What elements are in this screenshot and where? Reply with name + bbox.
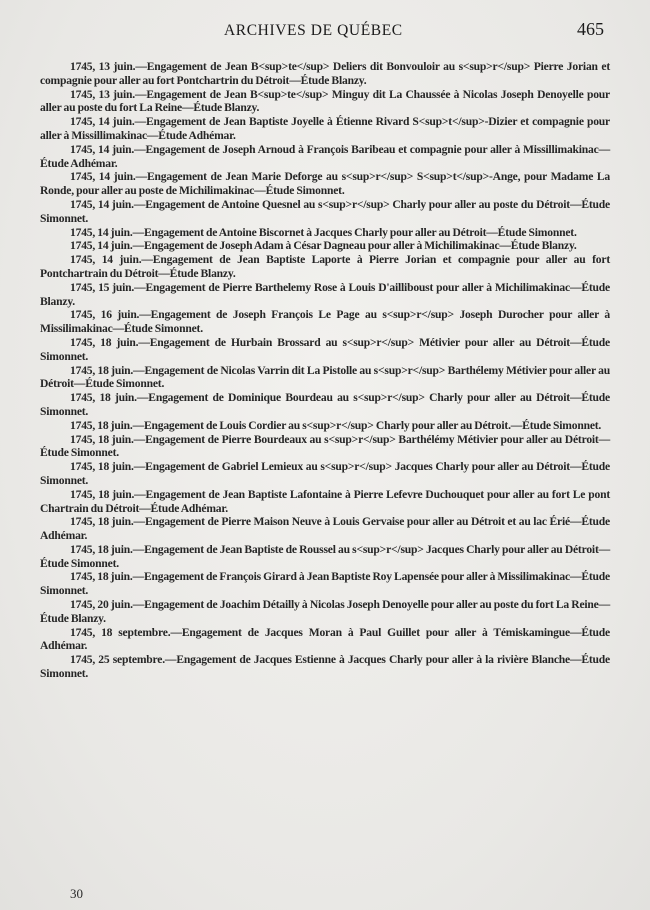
entry <box>40 170 610 198</box>
entry <box>40 543 610 571</box>
entry-text: —Engagement de Dominique Bourdeau au s<sup>r</sup> Charly pour aller au Détroit—Étude Simonnet. <box>40 391 610 418</box>
entry-text: —Engagement de Nicolas Varrin dit La Pistolle au s<sup>r</sup> Barthélemy Métivier pour aller au Détroit—Étude Simonnet. <box>40 363 610 391</box>
entry-text: —Engagement de Joseph François Le Page au s<sup>r</sup> Joseph Durocher pour aller à Missilimakinac—Étude Simonnet. <box>40 308 610 336</box>
entry <box>40 653 610 681</box>
entry <box>40 336 610 364</box>
entry-text: —Engagement de Pierre Bourdeaux au s<sup>r</sup> Barthélémy Métivier pour aller au Détroit—Étude Simonnet. <box>40 432 610 460</box>
entry-text: —Engagement de Antoine Biscornet à Jacques Charly pour aller au Détroit—Étude Simonnet. <box>132 225 577 239</box>
entry <box>40 364 610 392</box>
entry <box>40 488 610 516</box>
entry <box>40 308 610 336</box>
entry-text: —Engagement de Joseph Arnoud à François Baribeau et compagnie pour aller à Missillimakinac—Étude Adhémar. <box>40 142 610 170</box>
entry-text: —Engagement de Jean Baptiste Joyelle à Étienne Rivard S<sup>t</sup>-Dizier et compagnie pour aller à Missillimakinac—Étude Adhémar. <box>40 115 610 142</box>
entry-text: —Engagement de Jean Baptiste de Roussel au s<sup>r</sup> Jacques Charly pour aller au Détroit—Étude Simonnet. <box>40 542 611 570</box>
entry-date: 1745, 14 juin. <box>70 115 135 129</box>
entry-date: 1745, 14 juin. <box>70 197 134 211</box>
entry <box>40 198 610 226</box>
entry-text: —Engagement de Jacques Estienne à Jacques Charly pour aller à la rivière Blanche—Étude Simonnet. <box>40 653 610 681</box>
entry <box>40 239 610 253</box>
entry-text: —Engagement de Hurbain Brossard au s<sup>r</sup> Métivier pour aller au Détroit—Étude Simonnet. <box>40 335 610 363</box>
entry <box>40 598 610 626</box>
entry-date: 1745, 18 juin. <box>70 418 133 432</box>
entry-text: —Engagement de Gabriel Lemieux au s<sup>r</sup> Jacques Charly pour aller au Détroit—Étude Simonnet. <box>40 460 610 487</box>
entry-date: 1745, 18 juin. <box>70 460 134 474</box>
entry-date: 1745, 18 juin. <box>70 542 133 556</box>
entry <box>40 88 610 116</box>
entry-date: 1745, 14 juin. <box>70 253 142 267</box>
entry-text: —Engagement de Jacques Moran à Paul Guillet pour aller à Témiskamingue—Étude Adhémar. <box>40 625 610 653</box>
entry-text: —Engagement de Antoine Quesnel au s<sup>r</sup> Charly pour aller au poste du Détroit—Étude Simonnet. <box>40 197 610 225</box>
entry <box>40 460 610 488</box>
entry-date: 1745, 18 juin. <box>70 432 134 446</box>
entry <box>40 226 610 240</box>
entry <box>40 115 610 143</box>
entry <box>40 570 610 598</box>
entry <box>40 253 610 281</box>
entry <box>40 419 610 433</box>
entry-date: 1745, 18 juin. <box>70 515 134 529</box>
entry-date: 1745, 13 juin. <box>70 60 136 73</box>
entry <box>40 433 610 461</box>
entry-date: 1745, 14 juin. <box>70 142 135 156</box>
entry-date: 1745, 18 juin. <box>70 363 134 377</box>
entry-date: 1745, 18 juin. <box>70 487 135 501</box>
entry-text: —Engagement de Jean Marie Deforge au s<sup>r</sup> S<sup>t</sup>-Ange, pour Madame La Ronde, pour aller au poste de Michilimakinac—Étude Simonnet. <box>40 170 610 198</box>
entry-date: 1745, 18 juin. <box>70 335 139 349</box>
entry-list <box>40 60 610 681</box>
entry-date: 1745, 18 juin. <box>70 570 133 584</box>
entry-date: 1745, 14 juin. <box>70 239 133 253</box>
entry <box>40 281 610 309</box>
page-number: 465 <box>577 19 604 39</box>
entry-date: 1745, 20 juin. <box>70 598 133 612</box>
entry-text: —Engagement de Pierre Maison Neuve à Louis Gervaise pour aller au Détroit et au lac Érié—Étude Adhémar. <box>40 515 610 543</box>
entry-date: 1745, 25 septembre. <box>70 653 165 667</box>
entry-text: —Engagement de Jean B<sup>te</sup> Minguy dit La Chaussée à Nicolas Joseph Denoyelle pour aller au poste du fort La Reine—Étude Blanzy. <box>40 87 611 115</box>
entry-date: 1745, 18 septembre. <box>70 625 171 639</box>
running-title: ARCHIVES DE QUÉBEC <box>224 22 403 39</box>
entry-text: —Engagement de Jean B<sup>te</sup> Deliers dit Bonvouloir au s<sup>r</sup> Pierre Jorian et compagnie pour aller au fort Pontchartrin du Détroit—Étude Blanzy. <box>40 60 610 87</box>
entry-date: 1745, 13 juin. <box>70 87 135 101</box>
entry <box>40 626 610 654</box>
entry-date: 1745, 16 juin. <box>70 308 140 322</box>
entry <box>40 515 610 543</box>
signature-mark: 30 <box>70 886 83 901</box>
entry <box>40 143 610 171</box>
entry-text: —Engagement de Joseph Adam à César Dagneau pour aller à Michilimakinac—Étude Blanzy. <box>132 239 577 253</box>
entry-text: —Engagement de Jean Baptiste Laporte à Pierre Jorian et compagnie pour aller au fort Pontchartrain du Détroit—Étude Blanzy. <box>40 253 610 280</box>
entry-date: 1745, 14 juin. <box>70 170 136 184</box>
entry-text: —Engagement de Pierre Barthelemy Rose à Louis D'ailliboust pour aller à Michilimakinac—Étude Blanzy. <box>40 280 610 308</box>
entry-text: —Engagement de Louis Cordier au s<sup>r</sup> Charly pour aller au Détroit.—Étude Simonnet. <box>132 418 602 432</box>
entry-date: 1745, 15 juin. <box>70 280 135 294</box>
entry <box>40 391 610 419</box>
entry <box>40 60 610 88</box>
entry-text: —Engagement de Jean Baptiste Lafontaine à Pierre Lefevre Duchouquet pour aller au fort Le pont Chartrain du Détroit—Étude Adhémar. <box>40 487 610 515</box>
entry-text: —Engagement de François Girard à Jean Baptiste Roy Lapensée pour aller à Missilimakinac—Étude Simonnet. <box>40 570 610 598</box>
page-header <box>0 19 650 43</box>
entry-date: 1745, 14 juin. <box>70 225 133 239</box>
entry-text: —Engagement de Joachim Détailly à Nicolas Joseph Denoyelle pour aller au poste du fort La Reine—Étude Blanzy. <box>40 598 610 625</box>
entry-date: 1745, 18 juin. <box>70 391 137 405</box>
